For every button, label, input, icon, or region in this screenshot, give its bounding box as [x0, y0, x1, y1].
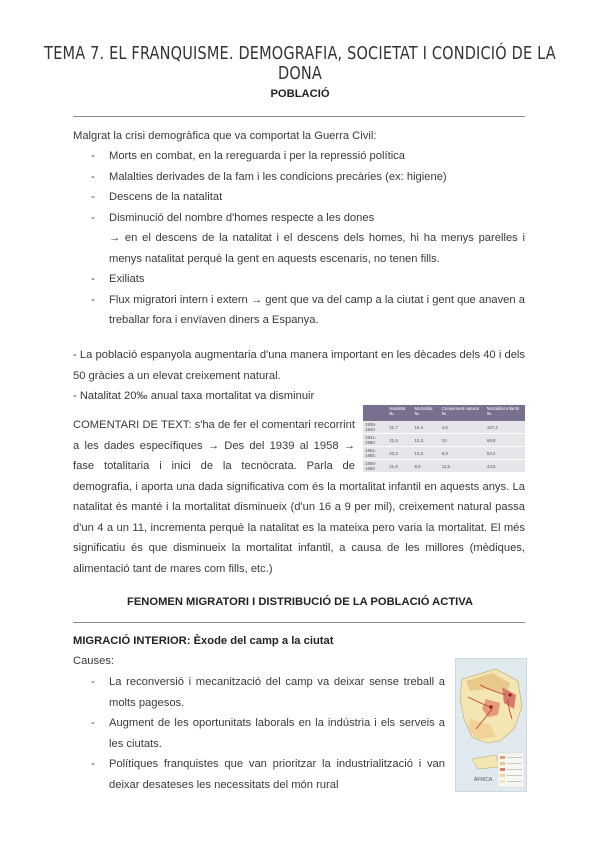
natality-text: - Natalitat 20‰ anual taxa mortalitat va disminuir: [73, 390, 315, 402]
table-cell: 1936-1940: [363, 421, 387, 434]
table-header-row: [363, 405, 525, 421]
migration-map-image: [455, 658, 527, 792]
table-cell: 11,5: [440, 460, 485, 473]
list-item: - Polítiques franquistes que van prioritzar la industrialització i van deixar desateses les necessitats del món rural: [91, 758, 445, 791]
list-item: - Morts en combat, en la rereguarda i per la repressió política: [91, 150, 405, 162]
list-item: - Malalties derivades de la fam i les condicions precàries (ex: higiene): [91, 170, 447, 183]
list-item: - La reconversió i mecanització del camp va deixar sense treball a molts pagesos.: [91, 676, 445, 709]
causes-label: Causes:: [73, 655, 115, 667]
intro-text: Malgrat la crisi demogràfica que va comportat la Guerra Civil:: [73, 130, 377, 142]
table-header: Mortalitat infantil ‰: [485, 405, 525, 421]
page-title: TEMA 7. EL FRANQUISME. DEMOGRAFIA, SOCIETAT I CONDICIÓ DE LA DONA: [44, 44, 556, 84]
list-item: - Disminució del nombre d'homes respecte a les dones → en el descens de la natalitat i el descens dels homes, hi ha menys parelles i menys natalitat perquè la gent en aquests escenaris, no tenen fills.: [91, 208, 525, 270]
spain-map-icon: [456, 659, 526, 791]
table-cell: 43,6: [485, 460, 525, 473]
causes-list: [91, 146, 525, 331]
table-cell: 4,6: [440, 421, 485, 434]
table-cell: 1956-1958: [363, 460, 387, 473]
list-item: - Exiliats: [91, 273, 145, 285]
table-row: [363, 421, 525, 434]
subheading-internal-migration: MIGRACIÓ INTERIOR: Èxode del camp a la ciutat: [73, 635, 334, 647]
table-cell: 9,5: [413, 460, 440, 473]
table-row: [363, 460, 525, 473]
table-header: Creixement natural ‰: [440, 405, 485, 421]
table-cell: 21,7: [387, 421, 412, 434]
table-header: Natalitat ‰: [387, 405, 412, 421]
table-header: [363, 405, 387, 421]
table-cell: 10,3: [413, 447, 440, 460]
map-label: ÀFRICA: [474, 777, 493, 783]
divider: [73, 622, 525, 623]
table-cell: 1951-1955: [363, 447, 387, 460]
table-cell: 10: [440, 434, 485, 447]
list-item: - Descens de la natalitat: [91, 191, 223, 203]
table-cell: 1941-1950: [363, 434, 387, 447]
table-cell: 107,4: [485, 421, 525, 434]
population-growth-text: - La població espanyola augmentaria d'una manera important en les dècades dels 40 i dels 50 gràcies a un elevat creixement natural.: [73, 349, 525, 382]
sub-note: → en el descens de la natalitat i el descens dels homes, hi ha menys parelles i menys natalitat perquè la gent en aquests escenaris, no tenen fills.: [109, 232, 525, 265]
table-header: Mortalitat ‰: [413, 405, 440, 421]
table-cell: 69,8: [485, 434, 525, 447]
section-heading-migration: FENOMEN MIGRATORI I DISTRIBUCIÓ DE LA POBLACIÓ ACTIVA: [127, 596, 473, 608]
table-cell: 53,4: [485, 447, 525, 460]
table-row: [363, 434, 525, 447]
table-cell: 21,8: [387, 460, 412, 473]
list-item: - Flux migratori intern i extern → gent que va del camp a la ciutat i gent que anaven a treballar fora i envïaven diners a Espanya.: [91, 293, 525, 326]
migration-causes-list: [91, 672, 445, 795]
comment-text: COMENTARI DE TEXT: s'ha de fer el comentari recorrint a les dades específiques → Des del 1939 al 1958 → fase totalitaria i inici de la tecnòcrata. Parla de demografia, i aporta una dada significativa com és la mortalitat infantil en aquests anys. La natalitat és manté i la mortalitat disminueix (d'un 16 a 9 per mil), creixement natural passa d'un 4 a un 11, incrementa perquè la natalitat es la mateixa pero varia la mortalitat. El més significatiu és que disminueix la mortalitat infantil, a causa de les millores (mèdiques, alimentació tant de mares com fills, etc.): [73, 415, 525, 579]
table-row: [363, 447, 525, 460]
table-cell: 21,5: [387, 434, 412, 447]
table-cell: 20,3: [387, 447, 412, 460]
divider: [73, 116, 525, 117]
list-item: - Augment de les oportunitats laborals en la indústria i els serveis a les ciutats.: [91, 717, 445, 750]
section-heading-poblacio: POBLACIÓ: [270, 88, 330, 100]
demography-table: [363, 405, 525, 473]
table-cell: 9,9: [440, 447, 485, 460]
table-cell: 12,3: [413, 434, 440, 447]
table-cell: 16,4: [413, 421, 440, 434]
